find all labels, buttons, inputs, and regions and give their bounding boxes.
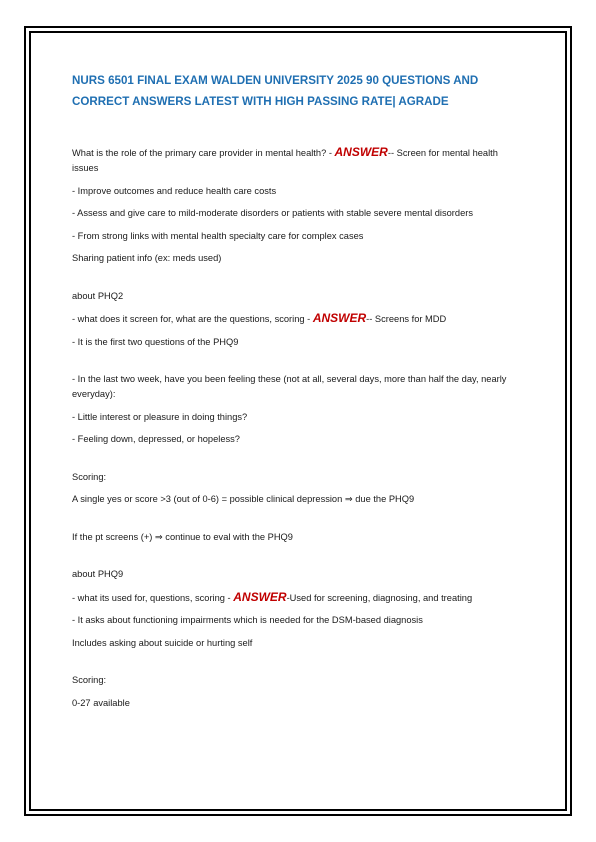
list-item: - Feeling down, depressed, or hopeless? [72, 434, 240, 444]
section-heading-phq2: about PHQ2 [72, 290, 124, 301]
answer-label: ANSWER [233, 589, 287, 604]
answer-text: -- Screens for MDD [366, 314, 447, 324]
document-body [72, 145, 524, 711]
scoring-heading: Scoring: [72, 471, 107, 482]
list-item: - Assess and give care to mild-moderate disorders or patients with stable severe mental disorders [72, 208, 473, 218]
document-title: NURS 6501 FINAL EXAM WALDEN UNIVERSITY 2025 90 QUESTIONS AND CORRECT ANSWERS LATEST WITH HIGH PASSING RATE| AGRADE [72, 74, 479, 108]
document-content [72, 70, 524, 718]
section-heading-phq9: about PHQ9 [72, 569, 124, 579]
list-item: - It is the first two questions of the PHQ9 [72, 336, 239, 347]
scoring-text: A single yes or score >3 (out of 0-6) = possible clinical depression ⇒ due the PHQ9 [72, 494, 415, 504]
followup-text: If the pt screens (+) ⇒ continue to eval with the PHQ9 [72, 531, 293, 542]
list-item: - Improve outcomes and reduce health care costs [72, 185, 277, 196]
list-item: Sharing patient info (ex: meds used) [72, 253, 222, 263]
answer-text: -Used for screening, diagnosing, and treating [286, 592, 473, 603]
answer-label: ANSWER [312, 311, 367, 325]
answer-label: ANSWER [334, 145, 388, 159]
question-role-primary-care [72, 145, 524, 176]
question-phq9 [72, 590, 524, 606]
list-item: - From strong links with mental health specialty care for complex cases [72, 230, 364, 241]
question-text: What is the role of the primary care provider in mental health? - [72, 148, 335, 158]
scoring-heading: Scoring: [72, 675, 107, 685]
question-phq2 [72, 311, 524, 327]
list-item: - It asks about functioning impairments which is needed for the DSM-based diagnosis [72, 615, 423, 625]
list-item: - Little interest or pleasure in doing things? [72, 411, 248, 422]
answer-text: -- Screen for mental health issues [72, 148, 498, 173]
question-text: - what does it screen for, what are the questions, scoring - [72, 314, 313, 324]
scoring-text: 0-27 available [72, 697, 130, 708]
list-item: - In the last two week, have you been feeling these (not at all, several days, more than half the day, nearly everyday): [72, 374, 507, 399]
question-text: - what its used for, questions, scoring - [72, 592, 234, 603]
list-item: Includes asking about suicide or hurting self [72, 637, 253, 648]
